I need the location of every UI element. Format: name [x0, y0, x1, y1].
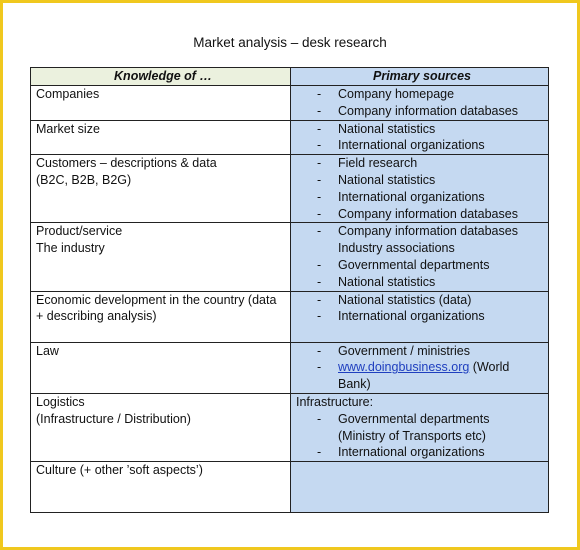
table-row — [31, 223, 549, 291]
source-item — [296, 223, 548, 257]
source-text: Governmental departments — [338, 411, 490, 426]
table-row — [31, 86, 549, 121]
research-table — [30, 67, 549, 513]
table-row — [31, 462, 549, 513]
source-link-line — [338, 359, 548, 376]
knowledge-cell — [31, 120, 291, 155]
source-text: Industry associations — [338, 241, 455, 256]
document-title: Market analysis – desk research — [193, 35, 387, 50]
knowledge-cell — [31, 86, 291, 121]
knowledge-text: Economic development in the country (data — [36, 292, 277, 307]
header-primary-sources: Primary sources — [291, 68, 549, 86]
knowledge-text: Logistics — [36, 394, 85, 409]
table-header-row — [31, 68, 549, 86]
bullet-dash: - — [317, 292, 322, 307]
source-item — [296, 172, 548, 189]
bullet-dash: - — [317, 121, 322, 136]
sources-list — [296, 121, 548, 155]
knowledge-text: (B2C, B2B, B2G) — [36, 172, 132, 187]
source-item — [296, 206, 548, 223]
knowledge-text: Companies — [36, 87, 100, 101]
table-row — [31, 155, 549, 223]
source-text: Company homepage — [338, 87, 455, 101]
bullet-dash: - — [317, 445, 322, 460]
source-item — [296, 155, 548, 172]
source-text: International organizations — [338, 309, 485, 324]
knowledge-text: Culture (+ other ’soft aspects’) — [36, 463, 203, 478]
source-text: Bank) — [338, 377, 371, 392]
sources-cell — [291, 223, 549, 291]
bullet-dash: - — [317, 138, 322, 153]
doingbusiness-link[interactable]: www.doingbusiness.org — [338, 360, 470, 375]
bullet-dash: - — [317, 156, 322, 171]
sources-cell — [291, 342, 549, 393]
bullet-dash: - — [317, 257, 322, 272]
bullet-dash: - — [317, 189, 322, 204]
bullet-dash: - — [317, 172, 322, 187]
source-text: National statistics — [338, 172, 436, 187]
knowledge-text: Customers – descriptions & data — [36, 156, 217, 171]
source-item — [296, 137, 548, 154]
source-text: National statistics (data) — [338, 292, 472, 307]
header-knowledge: Knowledge of … — [31, 68, 291, 86]
source-text: (World — [469, 360, 510, 375]
source-item — [296, 359, 548, 393]
table-row — [31, 291, 549, 342]
knowledge-cell — [31, 155, 291, 223]
bullet-dash: - — [317, 103, 322, 118]
sources-list — [296, 155, 548, 222]
sources-cell — [291, 155, 549, 223]
source-item — [296, 444, 548, 461]
source-text: Governmental departments — [338, 257, 490, 272]
source-text: Company information databases — [338, 103, 518, 118]
knowledge-cell — [31, 342, 291, 393]
table-row — [31, 342, 549, 393]
sources-list — [296, 86, 548, 120]
source-text: Government / ministries — [338, 343, 470, 358]
bullet-dash: - — [317, 309, 322, 324]
source-item — [296, 189, 548, 206]
knowledge-cell — [31, 462, 291, 513]
knowledge-text: Market size — [36, 121, 100, 136]
sources-list — [296, 223, 548, 290]
bullet-dash: - — [317, 87, 322, 101]
source-item — [296, 411, 548, 445]
knowledge-cell — [31, 291, 291, 342]
bullet-dash: - — [317, 360, 322, 375]
sources-list — [296, 343, 548, 393]
bullet-dash: - — [317, 224, 322, 239]
source-text: Field research — [338, 156, 418, 171]
source-item — [296, 274, 548, 291]
source-text: (Ministry of Transports etc) — [338, 428, 486, 443]
knowledge-text: + describing analysis) — [36, 309, 157, 324]
table-row — [31, 393, 549, 461]
source-item — [296, 121, 548, 138]
source-text: International organizations — [338, 138, 485, 153]
source-text: National statistics — [338, 274, 436, 289]
source-item — [296, 292, 548, 309]
sources-cell — [291, 86, 549, 121]
bullet-dash: - — [317, 206, 322, 221]
sources-cell — [291, 120, 549, 155]
bullet-dash: - — [317, 343, 322, 358]
source-item — [296, 308, 548, 325]
sources-cell — [291, 393, 549, 461]
table-row — [31, 120, 549, 155]
source-item — [296, 343, 548, 360]
source-text: National statistics — [338, 121, 436, 136]
knowledge-text: (Infrastructure / Distribution) — [36, 411, 191, 426]
source-item — [296, 86, 548, 103]
knowledge-text: Law — [36, 343, 59, 358]
source-text: International organizations — [338, 445, 485, 460]
source-text: Company information databases — [338, 206, 518, 221]
knowledge-cell — [31, 223, 291, 291]
source-text: Company information databases — [338, 224, 518, 239]
sources-cell — [291, 462, 549, 513]
sources-list — [296, 292, 548, 326]
source-item — [296, 257, 548, 274]
source-text: International organizations — [338, 189, 485, 204]
knowledge-text: The industry — [36, 241, 105, 256]
sources-list — [296, 411, 548, 461]
bullet-dash: - — [317, 411, 322, 426]
knowledge-text: Product/service — [36, 224, 123, 239]
knowledge-cell — [31, 393, 291, 461]
source-item — [296, 103, 548, 120]
bullet-dash: - — [317, 274, 322, 289]
sources-intro: Infrastructure: — [296, 394, 374, 409]
sources-cell — [291, 291, 549, 342]
